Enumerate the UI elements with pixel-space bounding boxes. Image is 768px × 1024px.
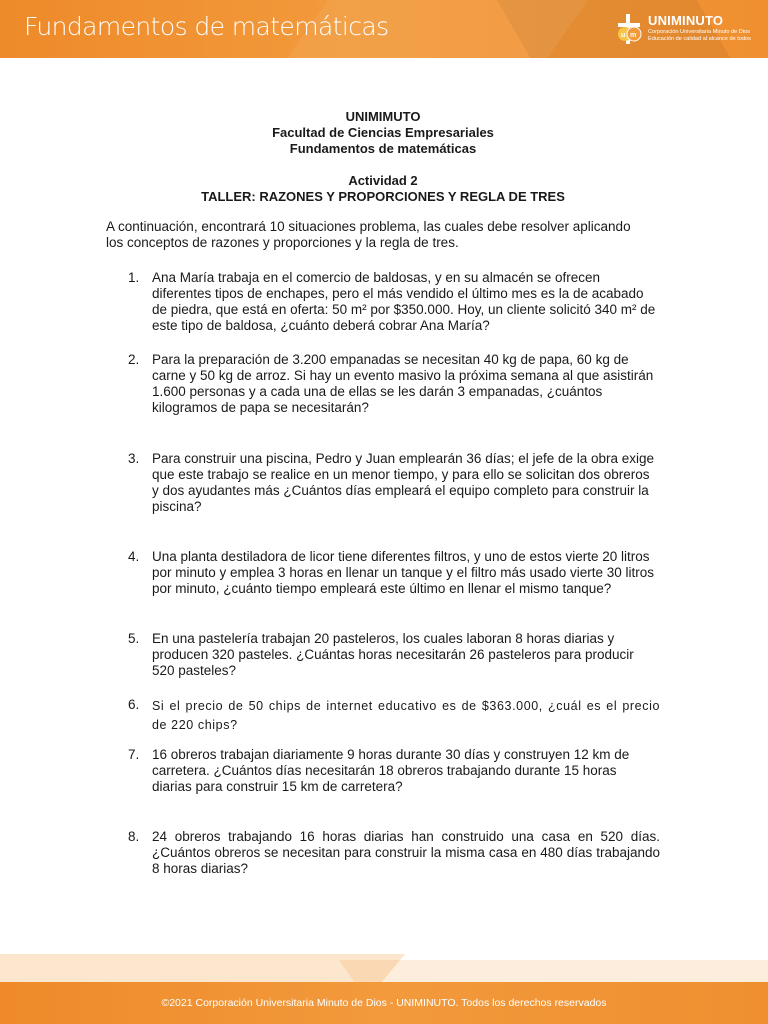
svg-text:m: m <box>630 32 637 39</box>
list-item-number: 2. <box>128 352 140 367</box>
list-item-text: 16 obreros trabajan diariamente 9 horas durante 30 días y construyen 12 km de carretera. ¿Cuántos días necesitarán 18 obreros trabajando durante 15 horas diarias para construir 15 km de carretera? <box>152 747 630 794</box>
document-heading <box>106 109 660 205</box>
activity-title: Actividad 2 <box>348 173 418 188</box>
list-item-text: Una planta destiladora de licor tiene diferentes filtros, y uno de estos vierte 20 litros por minuto y emplea 3 horas en llenar un tanque y el filtro más usado vierte 30 litros por minuto, ¿cuánto tiempo empleará este último en llenar el mismo tanque? <box>152 549 655 596</box>
list-item-text: Para construir una piscina, Pedro y Juan emplearán 36 días; el jefe de la obra exige que este trabajo se realice en un menor tiempo, y para ello se solicitan dos obreros y dos ayudantes más ¿Cuántos días empleará el equipo completo para construir la piscina? <box>152 451 655 514</box>
list-item-number: 4. <box>128 549 140 564</box>
list-item-text: 24 obreros trabajando 16 horas diarias han construido una casa en 520 días. ¿Cuántos obreros se necesitan para construir la misma casa en 480 días trabajando 8 horas diarias? <box>152 829 660 876</box>
logo-name: UNIMINUTO <box>648 13 724 28</box>
faculty-name: Facultad de Ciencias Empresariales <box>272 125 494 140</box>
list-item-text: Si el precio de 50 chips de internet educativo es de $363.000, ¿cuál es el precio de 220 chips? <box>152 699 660 732</box>
list-item-number: 6. <box>128 697 140 712</box>
list-item-number: 7. <box>128 747 140 762</box>
workshop-title: TALLER: RAZONES Y PROPORCIONES Y REGLA DE TRES <box>201 189 565 204</box>
footer-copyright: ©2021 Corporación Universitaria Minuto de Dios - UNIMINUTO. Todos los derechos reservados <box>161 997 607 1009</box>
document-body <box>106 109 660 251</box>
header-banner <box>0 0 768 58</box>
list-item-text: Para la preparación de 3.200 empanadas se necesitan 40 kg de papa, 60 kg de carne y 50 kg de arroz. Si hay un evento masivo la próxima semana al que asistirán 1.600 personas y a cada una de ellas se les darán 3 empanadas, ¿cuántos kilogramos de papa se necesitarán? <box>152 352 654 415</box>
list-item-number: 1. <box>128 270 140 285</box>
course-name: Fundamentos de matemáticas <box>289 141 477 156</box>
intro-paragraph: A continuación, encontrará 10 situaciones problema, las cuales debe resolver aplicando los conceptos de razones y proporciones y la regla de tres. <box>106 219 631 250</box>
header-title: Fundamentos de matemáticas <box>24 12 389 41</box>
svg-text:u: u <box>621 32 626 39</box>
list-item-text: Ana María trabaja en el comercio de baldosas, y en su almacén se ofrecen diferentes tipos de enchapes, pero el más vendido el último mes es la de acabado de piedra, que está en oferta: 50 m² por $350.000. Hoy, un cliente solicitó 340 m² de este tipo de baldosa, ¿cuánto deberá cobrar Ana María? <box>152 270 656 333</box>
list-item-text: En una pastelería trabajan 20 pasteleros, los cuales laboran 8 horas diarias y producen 320 pasteles. ¿Cuántas horas necesitarán 26 pasteleros para producir 520 pasteles? <box>152 631 634 678</box>
footer-decoration <box>0 940 768 984</box>
uniminuto-logo-icon <box>616 14 644 44</box>
list-item-number: 3. <box>128 451 140 466</box>
institution-name: UNIMIMUTO <box>345 109 421 124</box>
uniminuto-logo <box>616 12 751 46</box>
footer-banner <box>0 982 768 1024</box>
logo-tagline-2: Educación de calidad al alcance de todos <box>648 36 751 42</box>
logo-tagline-1: Corporación Universitaria Minuto de Dios <box>648 29 750 35</box>
list-item-number: 8. <box>128 829 140 844</box>
list-item-number: 5. <box>128 631 140 646</box>
